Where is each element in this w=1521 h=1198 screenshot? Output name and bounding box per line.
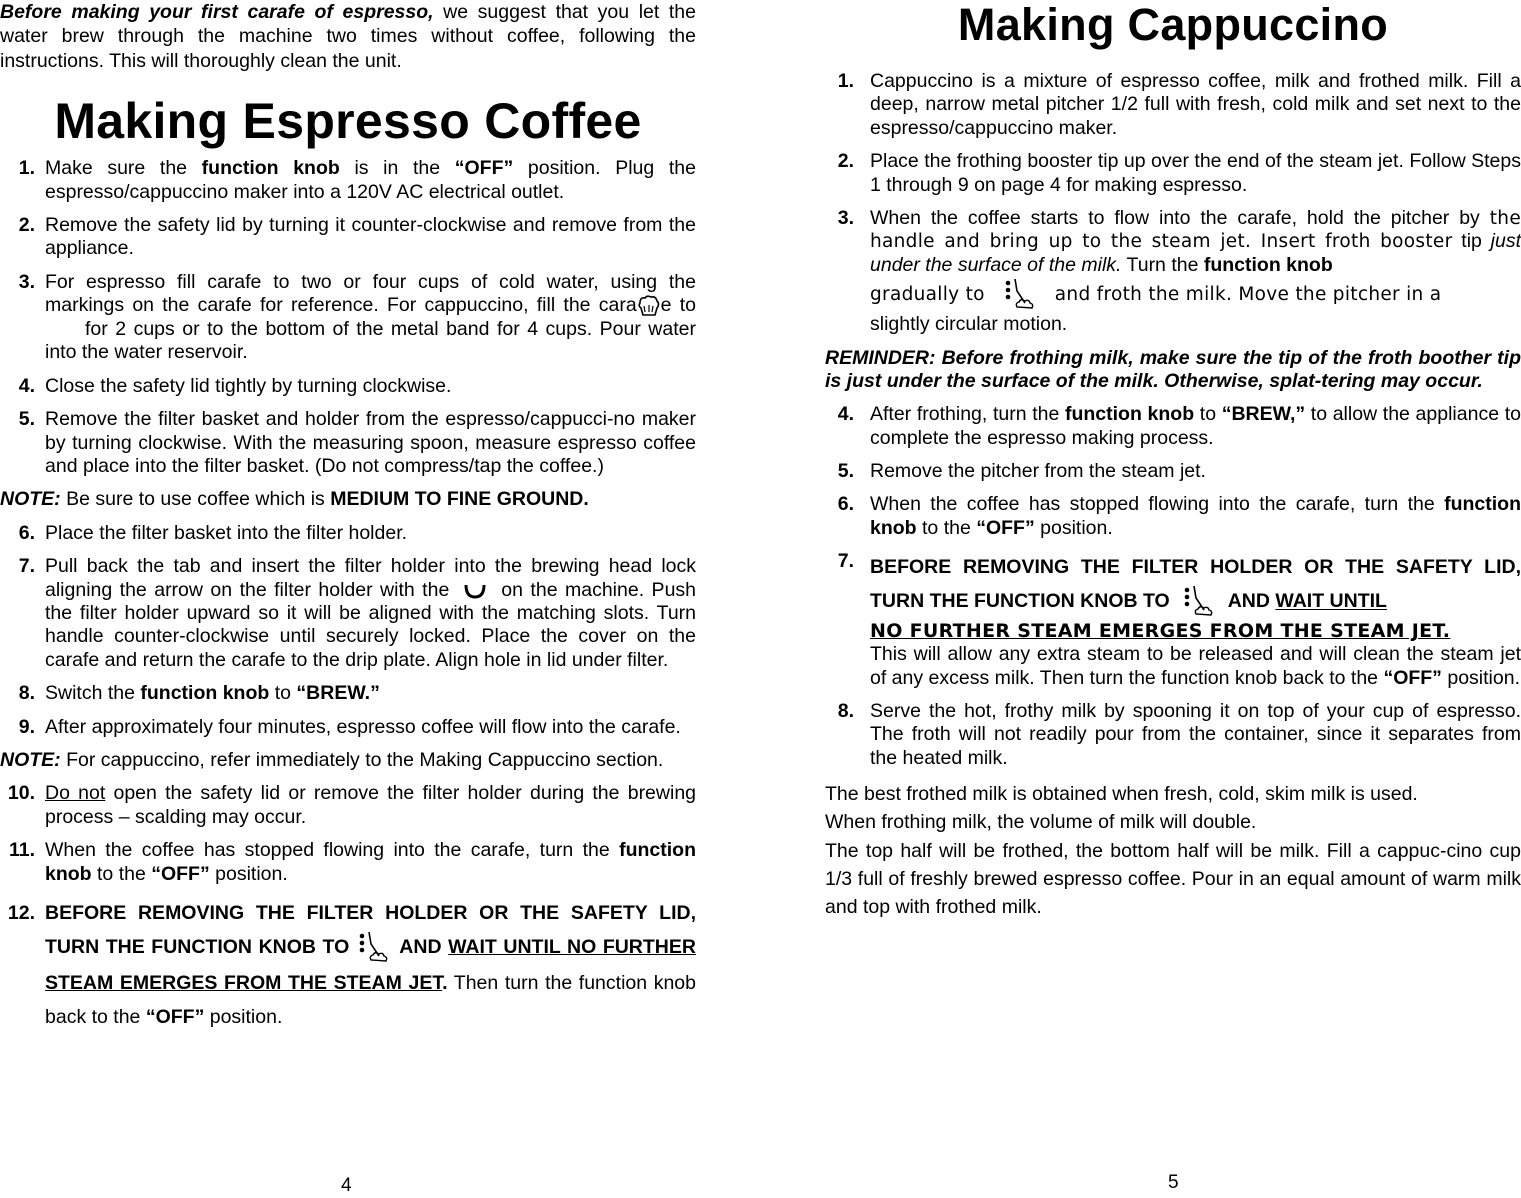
espresso-step-3 (0, 271, 696, 365)
cup-icon (637, 294, 661, 318)
espresso-step-7 (0, 555, 696, 672)
dial-marker-icon (463, 581, 487, 599)
closing-para-2: When frothing milk, the volume of milk will double. (825, 811, 1257, 834)
step-number: 11. (8, 839, 35, 862)
off-term: “OFF” (145, 1006, 205, 1029)
espresso-step-4 (0, 375, 696, 398)
step-text: gradually to (870, 284, 985, 306)
step-text: position. (1034, 516, 1113, 539)
step-text: position. (209, 862, 288, 885)
step-text: position. (1441, 666, 1520, 689)
step-text: e to (660, 294, 697, 317)
off-term: “OFF” (1383, 666, 1442, 689)
step-number: 1. (18, 157, 35, 180)
step-text: position. (204, 1006, 283, 1029)
step-text: Remove the safety lid by turning it counter-clockwise and remove from the appliance. (45, 213, 696, 260)
step-text: the handle and bring up to the steam jet. Insert froth booster (870, 207, 1521, 253)
intro-text: we suggest that you let the water brew through the machine two times without coffee, following the instructions. This will thoroughly clean the unit. (0, 1, 696, 72)
warning-text: AND (399, 936, 449, 959)
step-text: Remove the pitcher from the steam jet. (870, 460, 1206, 483)
steam-icon (1182, 584, 1216, 620)
closing-para-1: The best frothed milk is obtained when fresh, cold, skim milk is used. (825, 783, 1418, 806)
step-text: is in the (339, 157, 455, 180)
surface-phrase: just under the surface of the milk. (870, 230, 1521, 276)
step-text: Pull back the tab and insert the filter holder into the brewing head lock aligning the arrow on the filter holder with the (45, 555, 696, 601)
step-number: 8. (18, 682, 35, 705)
espresso-steps (0, 157, 696, 1034)
note-text: For cappuccino, refer immediately to the Making Cappuccino section. (60, 748, 664, 771)
brew-term: “BREW,” (1221, 403, 1306, 426)
step-text: When the coffee starts to flow into the carafe, hold the pitcher by (870, 206, 1490, 229)
intro-paragraph (0, 0, 696, 73)
step-text: Switch the (45, 682, 141, 705)
grind-term: MEDIUM TO FINE GROUND. (330, 488, 589, 511)
step-text: Cappuccino is a mixture of espresso coffee, milk and frothed milk. Fill a deep, narrow metal pitcher 1/2 full with fresh, cold milk and set next to the espresso/cappuccino maker. (870, 70, 1521, 139)
warning-period: . (442, 972, 448, 995)
warning-underlined: WAIT UNTIL (1275, 590, 1387, 613)
step-text: For espresso fill carafe to two or four cups of cold water, using the markings on the carafe for reference. For cappuccino, fill the cara (45, 270, 696, 317)
step-text: on the machine. Push the filter holder upward so it will be aligned with the matching slots. Turn handle counter-clockwise until securely locked. Place the cover on the carafe and return the carafe to the drip plate. Align hole in lid under filter. (45, 578, 697, 671)
closing-para-3: The top half will be frothed, the bottom half will be milk. Fill a cappuc-cino cup 1/3 full of freshly brewed espresso coffee. Pour in an equal amount of warm milk and top with frothed milk. (825, 839, 1521, 919)
page-number-right: 5 (1168, 1172, 1179, 1193)
step-number: 2. (837, 150, 854, 173)
cappuccino-step-6 (825, 493, 1521, 540)
step-number: 6. (18, 521, 35, 544)
step-number: 3. (837, 206, 854, 229)
step-text: to (1194, 403, 1222, 426)
function-knob-term: function knob (1064, 403, 1195, 426)
step-number: 9. (18, 715, 35, 738)
function-knob-term: function knob (1203, 253, 1333, 276)
step-number: 2. (18, 213, 35, 236)
step-text: After approximately four minutes, espresso coffee will flow into the carafe. (45, 715, 681, 738)
espresso-step-5 (0, 408, 696, 478)
intro-bold: Before making your first carafe of espresso, (0, 1, 434, 23)
step-number: 5. (837, 460, 854, 483)
step-number: 8. (837, 699, 854, 722)
step-text: This will allow any extra steam to be released and will clean the steam jet of any excess milk. Then turn the function knob back to the (870, 643, 1521, 689)
note-cappuccino (0, 749, 696, 772)
step-text: for 2 cups or to the bottom of the metal band for 4 cups. Pour water into the water reservoir. (45, 318, 696, 364)
off-term: “OFF” (976, 516, 1035, 539)
note-grind (0, 488, 696, 511)
warning-text: BEFORE REMOVING THE FILTER HOLDER OR THE SAFETY LID, TURN THE FUNCTION KNOB TO (45, 901, 696, 959)
espresso-step-10 (0, 782, 696, 829)
warning-text: AND (1227, 590, 1276, 613)
step-text: and froth the milk. Move the pitcher in a (1054, 284, 1442, 306)
cappuccino-step-5 (825, 460, 1521, 483)
espresso-step-8 (0, 682, 696, 705)
step-text: Make sure the (45, 157, 202, 180)
function-knob-term: function knob (45, 839, 696, 885)
step-number: 10. (7, 782, 35, 805)
espresso-step-1 (0, 157, 696, 204)
step-text: Then turn the function knob back to the (45, 972, 696, 1029)
step-text: slightly circular motion. (870, 313, 1068, 336)
cappuccino-step-1 (825, 70, 1521, 140)
step-text: open the safety lid or remove the filter holder during the brewing process – scalding may occur. (45, 782, 697, 828)
step-text: Close the safety lid tightly by turning clockwise. (45, 374, 452, 397)
reminder-note: REMINDER: Before frothing milk, make sure the tip of the froth boother tip is just under the surface of the milk. Otherwise, splat-tering may occur. (825, 346, 1521, 392)
step-text: to (269, 682, 297, 705)
closing-notes (825, 780, 1521, 921)
cappuccino-title: Making Cappuccino (957, 0, 1389, 50)
step-number: 4. (837, 403, 854, 426)
step-text: Turn the (1121, 253, 1204, 276)
cappuccino-step-8 (825, 700, 1521, 770)
espresso-step-12 (0, 896, 696, 1034)
step-number: 7. (837, 550, 854, 573)
page-5 (825, 0, 1521, 921)
step-number: 5. (18, 408, 35, 431)
warning-text: BEFORE REMOVING THE FILTER HOLDER OR THE SAFETY LID, TURN THE FUNCTION KNOB TO (870, 556, 1521, 613)
step-text: to the (916, 516, 977, 539)
step-number: 4. (18, 374, 35, 397)
step-text: to allow the appliance to complete the espresso making process. (870, 403, 1521, 449)
function-knob-term: function knob (870, 493, 1521, 539)
step-text: When the coffee has stopped flowing into the carafe, turn the (870, 493, 1445, 516)
note-text: Be sure to use coffee which is (60, 488, 331, 511)
espresso-step-2 (0, 214, 696, 261)
step-number: 12. (7, 901, 35, 924)
do-not-term: Do not (45, 782, 106, 805)
cappuccino-step-7 (825, 550, 1521, 690)
step-text: Place the frothing booster tip up over the end of the steam jet. Follow Steps 1 through 9 on page 4 for making espresso. (870, 150, 1521, 196)
cappuccino-step-2 (825, 150, 1521, 197)
cappuccino-steps (825, 70, 1521, 770)
step-text: tip (1452, 230, 1491, 253)
steam-icon (1003, 277, 1037, 313)
step-number: 1. (837, 70, 854, 92)
off-term: “OFF” (454, 157, 514, 180)
function-knob-term: function knob (140, 682, 270, 705)
warning-underlined: WAIT UNTIL NO FURTHER STEAM EMERGES FROM THE STEAM JET (45, 936, 696, 995)
espresso-step-9 (0, 716, 696, 739)
cappuccino-step-3 (825, 207, 1521, 337)
step-text: Remove the filter basket and holder from the espresso/cappucci-no maker by turning clockwise. With the measuring spoon, measure espresso coffee and place into the filter basket. (Do not compress/tap the coffee.) (45, 408, 696, 478)
note-label: NOTE: (0, 748, 61, 771)
step-text: When the coffee has stopped flowing into the carafe, turn the (45, 839, 620, 862)
brew-term: “BREW.” (296, 682, 380, 705)
steam-icon (357, 930, 391, 966)
step-number: 6. (837, 493, 854, 516)
step-text: position. Plug the espresso/cappuccino maker into a 120V AC electrical outlet. (45, 157, 696, 203)
espresso-title: Making Espresso Coffee (54, 93, 642, 150)
function-knob-term: function knob (201, 157, 340, 180)
page-number-left: 4 (341, 1175, 352, 1196)
page-4 (0, 0, 696, 1044)
step-text: to the (91, 862, 152, 885)
note-label: NOTE: (0, 488, 61, 511)
cappuccino-step-4 (825, 403, 1521, 450)
espresso-step-11 (0, 839, 696, 886)
step-number: 7. (18, 555, 35, 578)
step-text: Serve the hot, frothy milk by spooning it on top of your cup of espresso. The froth will not readily pour from the container, since it separates from the heated milk. (870, 699, 1521, 769)
step-text: After frothing, turn the (870, 403, 1065, 426)
step-text: Place the filter basket into the filter holder. (45, 521, 408, 544)
off-term: “OFF” (151, 862, 210, 885)
warning-underlined: NO FURTHER STEAM EMERGES FROM THE STEAM JET. (870, 620, 1451, 643)
espresso-step-6 (0, 522, 696, 545)
step-number: 3. (18, 270, 35, 293)
